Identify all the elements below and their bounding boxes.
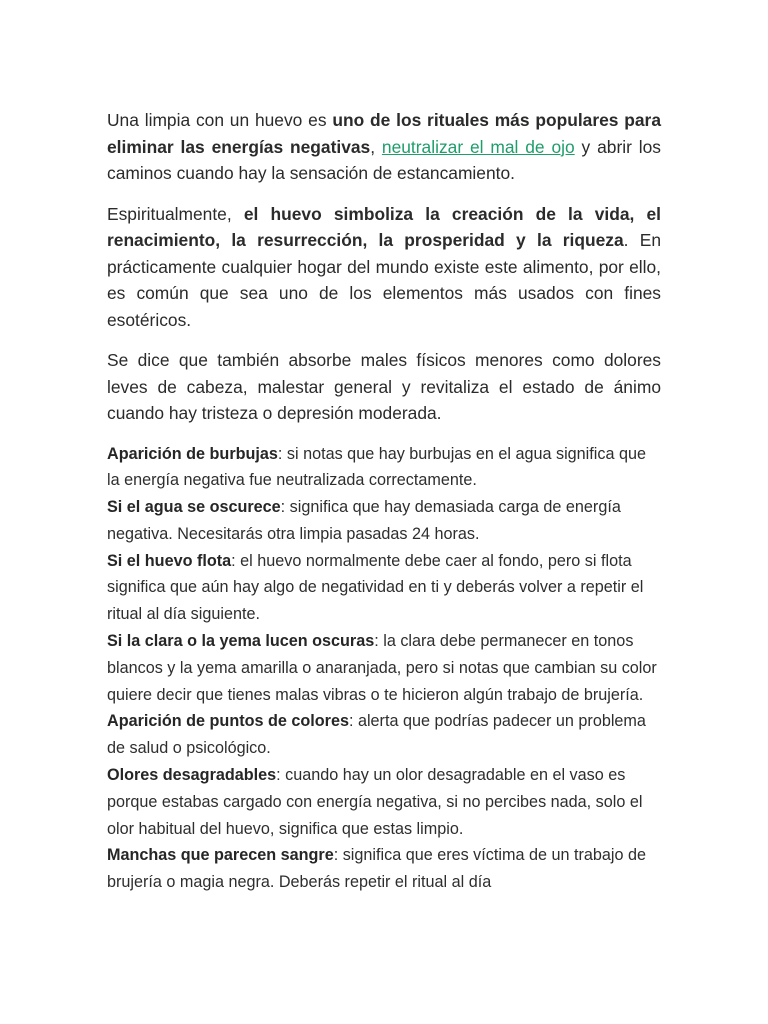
list-item: [107, 762, 661, 842]
mal-de-ojo-link[interactable]: neutralizar el mal de ojo: [381, 136, 575, 157]
intro-paragraph: [107, 107, 661, 187]
list-item: [107, 842, 661, 896]
intro-text-1: Una limpia con un huevo es: [107, 110, 333, 130]
list-item: [107, 441, 661, 495]
list-item: [107, 494, 661, 548]
sign-term: Si el agua se oscurece: [107, 498, 281, 517]
intro-bold-text: uno de los rituales más populares para eliminar las energías negativas: [107, 110, 661, 157]
sign-term: Olores desagradables: [107, 766, 277, 785]
sign-term: Si el huevo flota: [107, 551, 232, 570]
symbolism-text-1: Espiritualmente,: [107, 203, 244, 224]
list-item: [107, 548, 661, 628]
benefits-paragraph: [107, 347, 661, 427]
sign-term: Si la clara o la yema lucen oscuras: [107, 632, 375, 651]
benefits-text: Se dice que también absorbe males físicos menores como dolores leves de cabeza, malestar general y revitaliza el estado de ánimo cuando hay tristeza o depresión moderada.: [107, 350, 661, 423]
intro-text-3: y abrir los caminos cuando hay la sensación de estancamiento.: [107, 136, 661, 183]
sign-term: Manchas que parecen sangre: [107, 846, 334, 865]
signs-list: [107, 441, 661, 897]
symbolism-bold-text: el huevo simboliza la creación de la vida, el renacimiento, la resurrección, la prosperidad y la riqueza: [107, 203, 661, 250]
sign-text: : significa que eres víctima de un trabajo de brujería o magia negra. Deberás repetir el ritual al día: [107, 846, 646, 892]
sign-term: Aparición de burbujas: [107, 444, 278, 463]
symbolism-paragraph: [107, 201, 661, 334]
article-body: [107, 107, 661, 896]
intro-text-2: ,: [370, 136, 382, 157]
sign-text: : significa que hay demasiada carga de energía negativa. Necesitarás otra limpia pasadas 24 horas.: [107, 498, 621, 543]
symbolism-text-2: . En prácticamente cualquier hogar del mundo existe este alimento, por ello, es común que sea uno de los elementos más usados con fines esotéricos.: [107, 230, 662, 330]
sign-text: : alerta que podrías padecer un problema de salud o psicológico.: [107, 712, 646, 758]
sign-text: : cuando hay un olor desagradable en el vaso es porque estabas cargado con energía negativa, si no percibes nada, solo el olor habitual del huevo, significa que estas limpio.: [107, 766, 643, 838]
sign-text: : la clara debe permanecer en tonos blancos y la yema amarilla o anaranjada, pero si notas que cambian su color quiere decir que tienes malas vibras o te hicieron algún trabajo de brujería.: [107, 632, 657, 704]
list-item: [107, 708, 661, 762]
sign-term: Aparición de puntos de colores: [107, 712, 349, 731]
list-item: [107, 628, 661, 708]
sign-text: : si notas que hay burbujas en el agua significa que la energía negativa fue neutralizada correctamente.: [107, 444, 646, 490]
sign-text: : el huevo normalmente debe caer al fondo, pero si flota significa que aún hay algo de negatividad en ti y deberás volver a repetir el ritual al día siguiente.: [107, 551, 644, 624]
